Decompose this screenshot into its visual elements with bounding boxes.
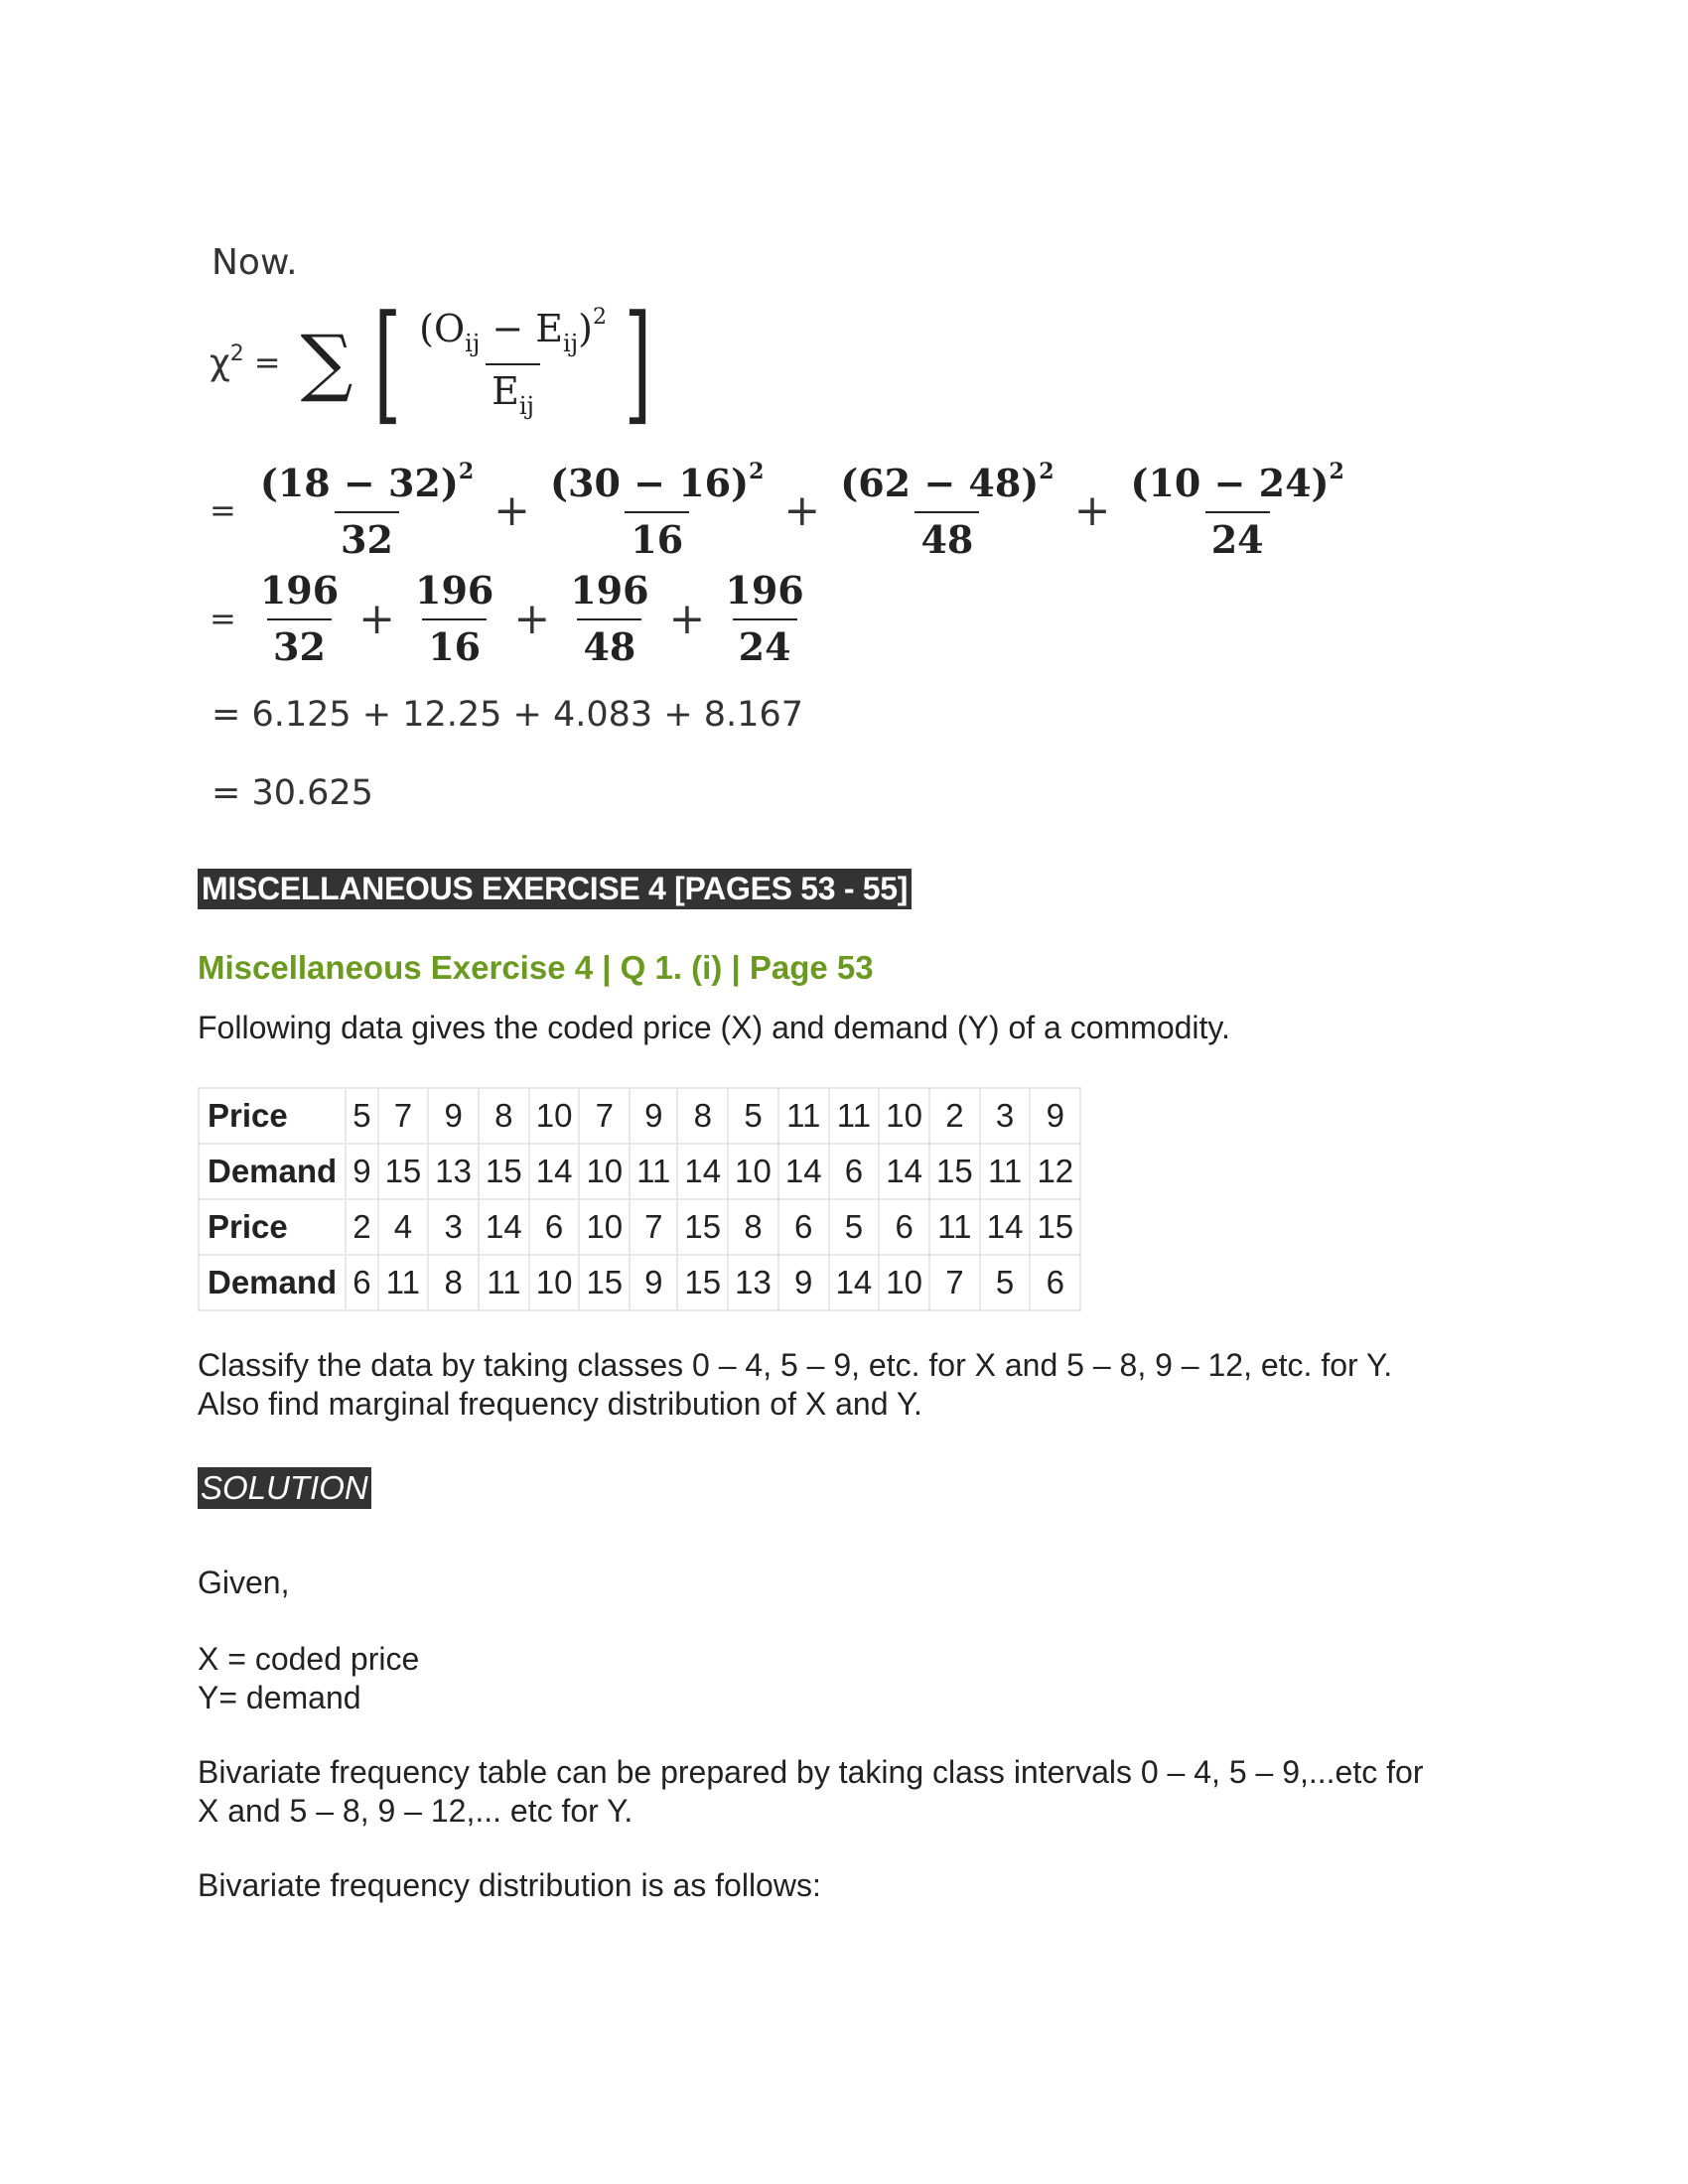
table-row <box>199 1255 1080 1310</box>
bivariate-explanation <box>198 1753 1423 1831</box>
table-cell: 6 <box>529 1199 580 1255</box>
row-label: Price <box>199 1088 346 1144</box>
line2-term-3-den: 48 <box>577 618 641 669</box>
now-label: Now. <box>211 242 298 283</box>
table-cell: 6 <box>829 1144 880 1199</box>
price-demand-table <box>198 1087 1081 1311</box>
table-cell: 4 <box>378 1199 429 1255</box>
table-cell: 6 <box>879 1199 929 1255</box>
solution-label: SOLUTION <box>198 1467 371 1509</box>
x-definition: X = coded price <box>198 1641 420 1677</box>
line2-term-4-num: 196 <box>725 568 804 613</box>
line1-term-1-den: 32 <box>335 511 399 562</box>
classify-instructions <box>198 1346 1392 1424</box>
decimal-sum-line: = 6.125 + 12.25 + 4.083 + 8.167 <box>211 695 803 735</box>
line1-term-2 <box>544 459 770 562</box>
table-cell: 15 <box>479 1144 529 1199</box>
line2-term-2 <box>409 568 499 669</box>
question-title[interactable]: Miscellaneous Exercise 4 | Q 1. (i) | Page 53 <box>198 949 874 986</box>
line2-term-1 <box>254 568 345 669</box>
line1-equals: = <box>210 491 236 529</box>
line2-term-3 <box>564 568 654 669</box>
line1-term-3 <box>834 459 1059 562</box>
plus-sign: + <box>493 484 531 536</box>
table-cell: 8 <box>479 1088 529 1144</box>
formula-den: E <box>492 369 519 413</box>
table-row <box>199 1199 1080 1255</box>
table-cell: 14 <box>980 1199 1031 1255</box>
table-cell: 2 <box>346 1199 377 1255</box>
section-heading: MISCELLANEOUS EXERCISE 4 [PAGES 53 - 55] <box>198 869 912 909</box>
line2-term-2-den: 16 <box>422 618 487 669</box>
given-label: Given, <box>198 1565 290 1600</box>
classify-line-1: Classify the data by taking classes 0 – 4, 5 – 9, etc. for X and 5 – 8, 9 – 12, etc. for Y. <box>198 1347 1393 1383</box>
line2-equals: = <box>210 600 236 637</box>
formula-num-close: ) <box>578 307 593 350</box>
line1-term-4-sup: 2 <box>1329 459 1344 484</box>
line1-term-2-sup: 2 <box>749 459 765 484</box>
line1-term-2-num: (30 − 16) <box>550 461 750 505</box>
table-cell: 14 <box>479 1199 529 1255</box>
line1-term-2-den: 16 <box>625 511 689 562</box>
line1-term-4-den: 24 <box>1205 511 1270 562</box>
table-cell: 5 <box>829 1199 880 1255</box>
table-cell: 7 <box>579 1088 630 1144</box>
table-cell: 15 <box>378 1144 429 1199</box>
line2-term-1-num: 196 <box>259 568 340 613</box>
table-cell: 10 <box>879 1255 929 1310</box>
table-cell: 14 <box>879 1144 929 1199</box>
table-cell: 6 <box>346 1255 377 1310</box>
left-bracket: [ <box>373 287 402 438</box>
formula-num-sub2: ij <box>563 330 579 357</box>
formula-fraction <box>413 305 613 420</box>
classify-line-2: Also find marginal frequency distribution of X and Y. <box>198 1386 922 1422</box>
y-definition: Y= demand <box>198 1680 361 1715</box>
table-cell: 5 <box>346 1088 377 1144</box>
line2-term-1-den: 32 <box>267 618 332 669</box>
table-cell: 15 <box>579 1255 630 1310</box>
table-row <box>199 1088 1080 1144</box>
line1-term-3-num: (62 − 48) <box>840 461 1040 505</box>
table-cell: 14 <box>529 1144 580 1199</box>
table-cell: 10 <box>529 1255 580 1310</box>
table-cell: 10 <box>728 1144 778 1199</box>
table-cell: 9 <box>778 1255 829 1310</box>
table-cell: 9 <box>630 1088 677 1144</box>
table-cell: 8 <box>428 1255 479 1310</box>
table-cell: 10 <box>579 1199 630 1255</box>
table-cell: 7 <box>929 1255 980 1310</box>
line2-term-4 <box>719 568 809 669</box>
table-cell: 13 <box>428 1144 479 1199</box>
formula-num-exponent: 2 <box>592 305 607 330</box>
substitution-line <box>210 459 1358 562</box>
line1-term-4 <box>1124 459 1349 562</box>
table-cell: 11 <box>980 1144 1031 1199</box>
bivariate-line-2: X and 5 – 8, 9 – 12,... etc for Y. <box>198 1793 633 1829</box>
line1-term-4-num: (10 − 24) <box>1130 461 1330 505</box>
table-cell: 14 <box>778 1144 829 1199</box>
plus-sign: + <box>513 593 551 644</box>
table-cell: 10 <box>579 1144 630 1199</box>
distribution-intro: Bivariate frequency distribution is as follows: <box>198 1867 821 1903</box>
formula-num-minus: − E <box>480 307 564 350</box>
row-label: Demand <box>199 1144 346 1199</box>
table-body <box>199 1088 1080 1310</box>
formula-equals: = <box>253 343 281 381</box>
line2-term-2-num: 196 <box>415 568 494 613</box>
table-cell: 11 <box>778 1088 829 1144</box>
table-cell: 9 <box>630 1255 677 1310</box>
sigma-symbol: ∑ <box>300 320 353 405</box>
table-cell: 10 <box>879 1088 929 1144</box>
table-cell: 11 <box>479 1255 529 1310</box>
table-cell: 2 <box>929 1088 980 1144</box>
formula-num-sub1: ij <box>465 330 481 357</box>
table-cell: 11 <box>378 1255 429 1310</box>
table-cell: 9 <box>428 1088 479 1144</box>
result-line: = 30.625 <box>211 773 373 813</box>
plus-sign: + <box>1073 484 1111 536</box>
line1-term-3-den: 48 <box>914 511 979 562</box>
table-cell: 9 <box>1030 1088 1080 1144</box>
table-cell: 5 <box>980 1255 1031 1310</box>
table-cell: 14 <box>829 1255 880 1310</box>
line1-term-1-num: (18 − 32) <box>259 461 459 505</box>
table-cell: 6 <box>1030 1255 1080 1310</box>
line2-term-4-den: 24 <box>733 618 797 669</box>
table-cell: 13 <box>728 1255 778 1310</box>
chi-square-formula <box>210 287 663 438</box>
table-cell: 15 <box>929 1144 980 1199</box>
table-cell: 15 <box>677 1199 728 1255</box>
row-label: Price <box>199 1199 346 1255</box>
table-cell: 7 <box>378 1088 429 1144</box>
question-text: Following data gives the coded price (X) and demand (Y) of a commodity. <box>198 1010 1230 1045</box>
chi-exponent: 2 <box>229 341 244 366</box>
line1-term-1 <box>254 459 480 562</box>
table-cell: 11 <box>829 1088 880 1144</box>
line2-term-3-num: 196 <box>570 568 649 613</box>
table-cell: 9 <box>346 1144 377 1199</box>
line1-term-1-sup: 2 <box>458 459 475 484</box>
table-cell: 15 <box>1030 1199 1080 1255</box>
table-cell: 11 <box>929 1199 980 1255</box>
variable-definitions <box>198 1640 419 1717</box>
table-cell: 11 <box>630 1144 677 1199</box>
table-cell: 3 <box>428 1199 479 1255</box>
table-cell: 6 <box>778 1199 829 1255</box>
formula-num-open: (O <box>419 307 466 350</box>
plus-sign: + <box>668 593 706 644</box>
plus-sign: + <box>783 484 821 536</box>
table-cell: 3 <box>980 1088 1031 1144</box>
formula-den-sub: ij <box>518 392 534 420</box>
table-cell: 8 <box>677 1088 728 1144</box>
table-cell: 12 <box>1030 1144 1080 1199</box>
table-cell: 10 <box>529 1088 580 1144</box>
simplified-line <box>210 568 818 669</box>
table-cell: 8 <box>728 1199 778 1255</box>
line1-term-3-sup: 2 <box>1039 459 1055 484</box>
table-cell: 7 <box>630 1199 677 1255</box>
bivariate-line-1: Bivariate frequency table can be prepared by taking class intervals 0 – 4, 5 – 9,...etc for <box>198 1754 1424 1790</box>
chi-symbol: χ <box>210 342 230 383</box>
right-bracket: ] <box>624 287 652 438</box>
table-cell: 15 <box>677 1255 728 1310</box>
row-label: Demand <box>199 1255 346 1310</box>
table-cell: 14 <box>677 1144 728 1199</box>
plus-sign: + <box>358 593 396 644</box>
table-cell: 5 <box>728 1088 778 1144</box>
table-row <box>199 1144 1080 1199</box>
